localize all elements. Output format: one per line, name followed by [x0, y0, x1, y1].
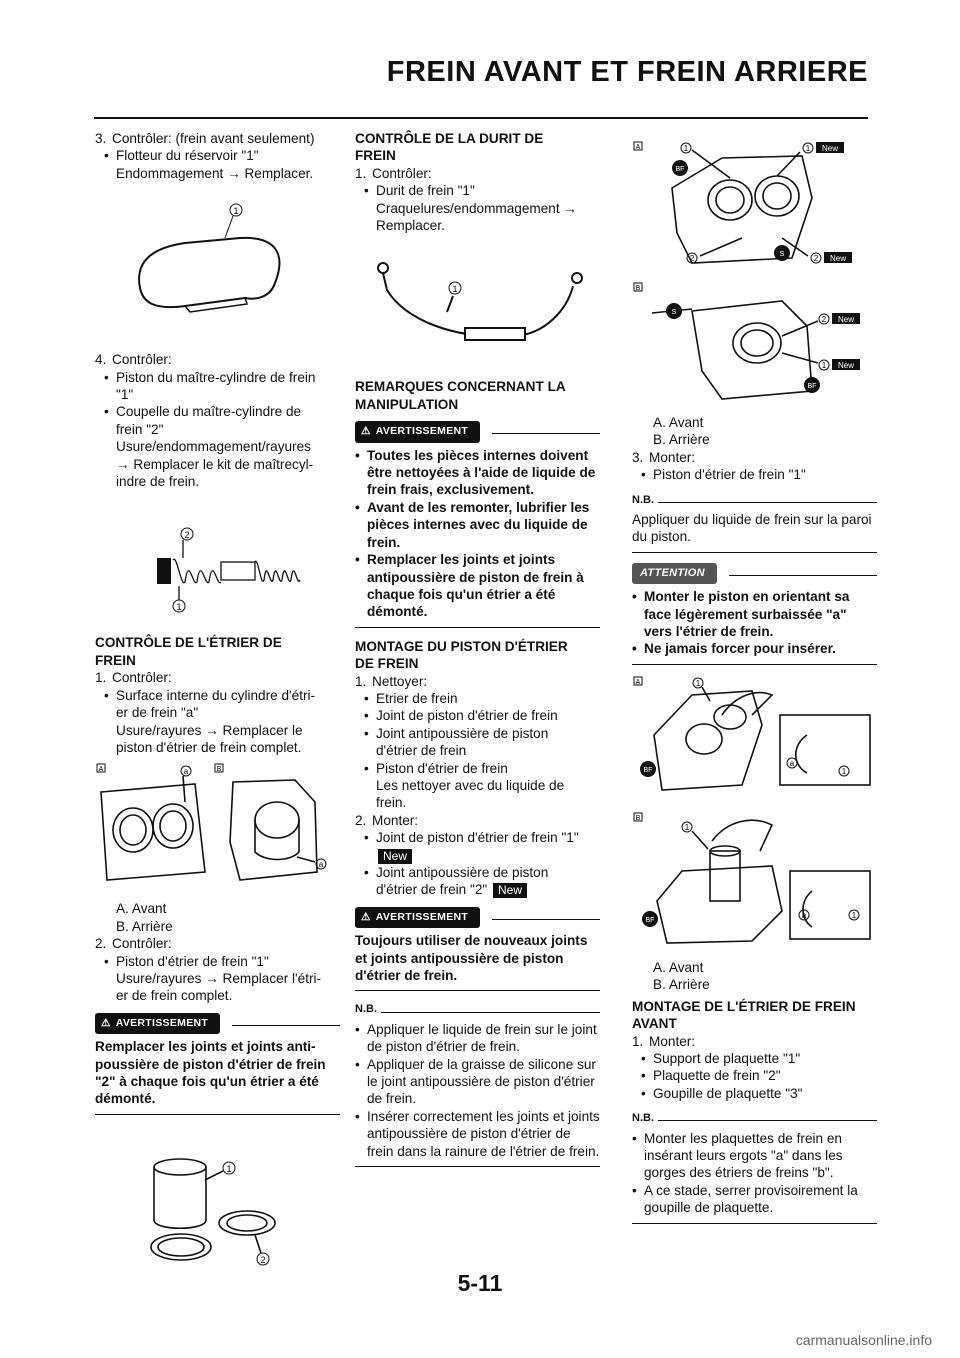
- caliper-cylinder-illustration: [95, 762, 340, 892]
- note-text: Appliquer du liquide de frein sur la paroi du piston.: [632, 511, 877, 553]
- attention-bullet: • Monter le piston en orientant sa face légèrement surbaissée "a" vers l'étrier de frein.: [632, 589, 850, 640]
- warning-text: Remplacer les joints et joints anti-poussière de piston d'étrier de frein "2" à chaque fois qu'un étrier a été démonté.: [95, 1038, 340, 1115]
- warning-header: [95, 1013, 340, 1034]
- piston-insert-front-illustration: [632, 675, 877, 803]
- new-badge: New: [378, 849, 412, 864]
- bullet: • Piston d'étrier de frein: [364, 760, 508, 776]
- warning-header: [355, 907, 600, 928]
- attention-bullet: • Ne jamais forcer pour insérer.: [632, 641, 836, 657]
- note-bullet: • Monter les plaquettes de frein en insérant leurs ergots "a" dans les gorges des étriers de freins "b".: [632, 1130, 843, 1181]
- bullet: • Flotteur du réservoir "1": [104, 148, 259, 164]
- title-rule: [94, 117, 868, 119]
- callout-2: 2: [813, 254, 819, 263]
- callout-a: a: [789, 758, 795, 768]
- section-heading: DE FREIN: [355, 656, 419, 672]
- callout-1: 1: [695, 678, 701, 688]
- new-badge: New: [837, 361, 855, 370]
- figure-label-b: B: [635, 285, 641, 292]
- figure-label-a: A: [635, 144, 641, 151]
- callout-2: 2: [260, 1254, 266, 1265]
- bf-mark: BF: [645, 916, 655, 924]
- callout-2: 2: [184, 530, 190, 541]
- bullet: • Plaquette de frein "2": [641, 1068, 781, 1084]
- page-title: FREIN AVANT ET FREIN ARRIERE: [386, 56, 868, 88]
- bullet-continuation: frein.: [376, 795, 407, 811]
- callout-1: 1: [452, 284, 458, 295]
- step-3: 3. Contrôler: (frein avant seulement): [95, 131, 315, 146]
- note-header: N.B.: [355, 1001, 600, 1018]
- callout-1: 1: [841, 766, 847, 776]
- step-2: 2. Monter:: [355, 812, 419, 828]
- bullet: • Joint de piston d'étrier de frein: [364, 708, 558, 724]
- figure-label-b: B: [216, 766, 222, 774]
- callout-2: 2: [689, 254, 695, 263]
- section-heading: MANIPULATION: [355, 396, 459, 412]
- master-cylinder-piston-illustration: [95, 496, 340, 626]
- warning-bullet: • Avant de les remonter, lubrifier les pièces internes avec du liquide de frein.: [355, 499, 590, 550]
- bf-mark: BF: [675, 166, 685, 173]
- callout-1: 1: [684, 822, 690, 832]
- figure-caption: A. Avant: [653, 959, 704, 975]
- piston-insert-rear-illustration: [632, 811, 877, 951]
- callout-1: 1: [226, 1163, 232, 1174]
- callout-a: a: [318, 860, 324, 870]
- section-heading: FREIN: [95, 652, 136, 668]
- warning-text: [355, 447, 600, 628]
- figure-caption: B. Arrière: [653, 977, 710, 993]
- section-heading: FREIN: [355, 148, 396, 164]
- attention-badge: ATTENTION: [632, 563, 717, 584]
- bullet-continuation: d'étrier de frein "2": [376, 882, 488, 898]
- caliper-front-illustration: [632, 138, 877, 273]
- bullet-continuation: er de frein complet.: [116, 988, 233, 1004]
- bf-mark: BF: [807, 383, 817, 390]
- bullet-continuation: er de frein "a": [116, 705, 199, 721]
- bullet-continuation: Craquelures/endommagement →: [376, 200, 577, 216]
- warning-header: [355, 421, 600, 442]
- step-1: 1. Monter:: [632, 1033, 696, 1049]
- figure-label-a: A: [98, 766, 104, 774]
- bullet: • Goupille de plaquette "3": [641, 1085, 803, 1101]
- warning-bullet: • Toutes les pièces internes doivent être nettoyées à l'aide de liquide de frein frais, exclusivement.: [355, 447, 596, 498]
- bullet-continuation: Usure/endommagement/rayures: [116, 439, 311, 455]
- new-badge: New: [829, 254, 847, 263]
- warning-text: Toujours utiliser de nouveaux joints et joints antipoussière de piston d'étrier de frein.: [355, 932, 600, 991]
- section-heading: REMARQUES CONCERNANT LA: [355, 379, 566, 395]
- step-4: 4. Contrôler:: [95, 352, 172, 368]
- reservoir-float-illustration: [95, 188, 340, 343]
- bullet-continuation: "1": [116, 387, 134, 403]
- bullet-continuation: Usure/rayures → Remplacer le: [116, 722, 303, 738]
- bullet: • Piston d'étrier de frein "1": [641, 467, 806, 483]
- step-1: 1. Nettoyer:: [355, 673, 428, 689]
- note-bullet: • Insérer correctement les joints et joints antipoussière de piston d'étrier de frein dans la rainure de l'étrier de frein.: [355, 1108, 600, 1159]
- section-heading: CONTRÔLE DE LA DURIT DE: [355, 131, 544, 146]
- bullet: • Joint antipoussière de piston: [364, 725, 549, 741]
- bullet-continuation: Les nettoyer avec du liquide de: [376, 777, 565, 793]
- note-header: N.B.: [632, 492, 877, 509]
- callout-a: a: [801, 910, 807, 920]
- bullet-continuation: frein "2": [116, 421, 164, 437]
- bullet: • Surface interne du cylindre d'étri-: [104, 687, 316, 703]
- brake-hose-illustration: [355, 240, 600, 370]
- caliper-rear-illustration: [632, 281, 877, 406]
- callout-1: 1: [683, 144, 689, 153]
- step-3: 3. Monter:: [632, 449, 696, 465]
- step-2: 2. Contrôler:: [95, 936, 172, 952]
- bullet: • Etrier de frein: [364, 690, 458, 706]
- warning-badge: ⚠ AVERTISSEMENT: [355, 421, 480, 442]
- note-bullet: • Appliquer le liquide de frein sur le joint de piston d'étrier de frein.: [355, 1021, 597, 1055]
- bullet-continuation: Remplacer.: [376, 218, 445, 234]
- bullet-continuation: indre de frein.: [116, 474, 200, 490]
- bullet-continuation: piston d'étrier de frein complet.: [116, 739, 302, 755]
- callout-1: 1: [851, 910, 857, 920]
- callout-1: 1: [176, 602, 182, 613]
- column-middle: [355, 130, 600, 1177]
- callout-1: 1: [233, 206, 239, 217]
- callout-2: 2: [821, 315, 827, 324]
- bullet: • Durit de frein "1": [364, 183, 475, 199]
- column-right: [632, 130, 877, 1234]
- bf-mark: BF: [643, 766, 653, 774]
- step-1: 1. Contrôler:: [355, 165, 432, 181]
- figure-caption: A. Avant: [653, 415, 704, 430]
- bullet-continuation: Usure/rayures → Remplacer l'étri-: [116, 970, 322, 986]
- s-mark: S: [671, 309, 677, 316]
- column-left: [95, 130, 340, 1283]
- bullet-continuation: → Remplacer le kit de maîtrecyl-: [116, 456, 314, 472]
- callout-a: a: [183, 767, 189, 777]
- callout-1: 1: [821, 361, 827, 370]
- note-bullet: • Appliquer de la graisse de silicone sur le joint antipoussière de piston d'étrier de frein.: [355, 1056, 596, 1107]
- figure-caption: A. Avant: [116, 901, 167, 917]
- warning-icon: ⚠: [361, 425, 371, 438]
- bullet: • Joint antipoussière de piston: [364, 865, 549, 880]
- bullet: • Piston du maître-cylindre de frein: [104, 369, 316, 385]
- step-1: 1. Contrôler:: [95, 670, 172, 686]
- warning-bullet: • Remplacer les joints et joints antipoussière de piston de frein à chaque fois qu'un étrier a été démonté.: [355, 552, 584, 620]
- warning-badge: ⚠ AVERTISSEMENT: [95, 1013, 220, 1034]
- bullet-continuation: Endommagement → Remplacer.: [116, 165, 314, 181]
- bullet: • Joint de piston d'étrier de frein "1": [364, 830, 579, 846]
- warning-icon: ⚠: [361, 910, 371, 923]
- attention-header: [632, 563, 877, 584]
- new-badge: New: [821, 144, 839, 153]
- bullet: • Support de plaquette "1": [641, 1050, 801, 1066]
- bullet-continuation: d'étrier de frein: [376, 743, 467, 759]
- note-text: [355, 1021, 600, 1167]
- s-mark: S: [779, 251, 785, 258]
- page-number: 5-11: [457, 1270, 503, 1296]
- note-bullet: • A ce stade, serrer provisoirement la goupille de plaquette.: [632, 1182, 858, 1216]
- section-heading: AVANT: [632, 1016, 677, 1032]
- figure-label-a: A: [635, 678, 641, 686]
- note-text: [632, 1130, 877, 1224]
- attention-text: [632, 588, 877, 665]
- figure-caption: B. Arrière: [116, 918, 173, 934]
- piston-seal-illustration: [95, 1125, 340, 1275]
- note-header: N.B.: [632, 1110, 877, 1127]
- warning-icon: ⚠: [101, 1016, 111, 1029]
- bullet: • Coupelle du maître-cylindre de: [104, 404, 302, 420]
- watermark: carmanualsonline.info: [795, 1332, 932, 1348]
- section-heading: MONTAGE DU PISTON D'ÉTRIER: [355, 638, 568, 654]
- section-heading: CONTRÔLE DE L'ÉTRIER DE: [95, 635, 282, 651]
- figure-label-b: B: [635, 814, 641, 822]
- callout-1: 1: [805, 144, 811, 153]
- section-heading: MONTAGE DE L'ÉTRIER DE FREIN: [632, 998, 856, 1014]
- figure-caption: B. Arrière: [653, 432, 710, 448]
- warning-badge: ⚠ AVERTISSEMENT: [355, 907, 480, 928]
- new-badge: New: [837, 315, 855, 324]
- new-badge: New: [493, 883, 527, 898]
- bullet: • Piston d'étrier de frein "1": [104, 953, 269, 969]
